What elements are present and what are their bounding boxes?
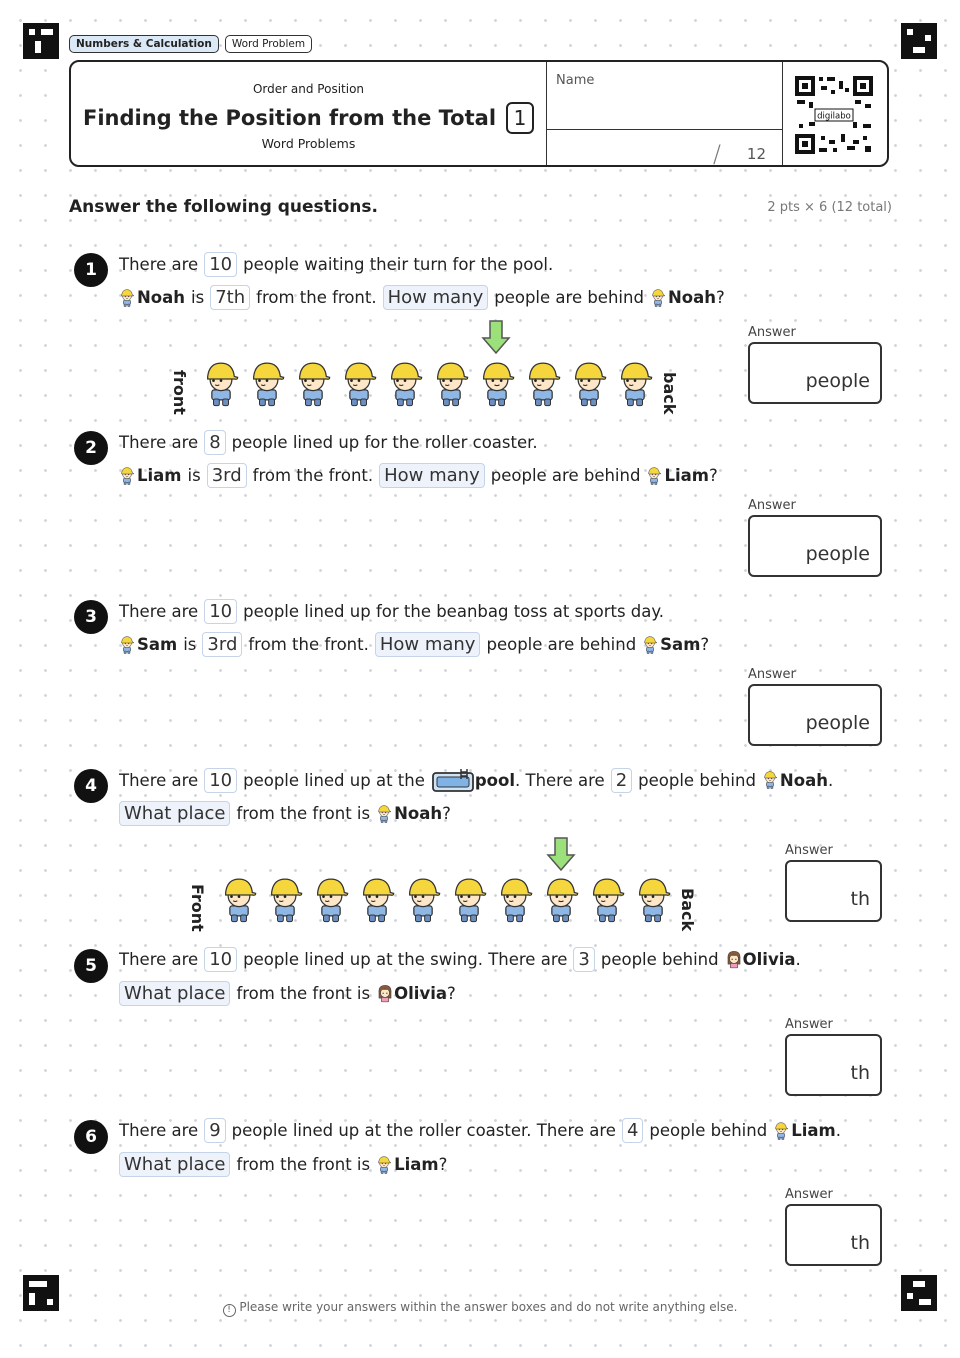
child-figure: [339, 355, 379, 417]
question-5-line-2: What place from the front is Olivia ?: [119, 981, 456, 1006]
child-figure: [615, 355, 655, 417]
name-field[interactable]: [546, 62, 783, 168]
worksheet-title: [71, 102, 546, 134]
child-figure: [587, 871, 627, 933]
position-box: 3rd: [202, 632, 242, 657]
boy-icon: [376, 1154, 392, 1176]
corner-marker-top-right: [901, 23, 937, 59]
person-sam: Sam: [642, 634, 700, 656]
queue-row-2: [219, 871, 673, 933]
answer-unit: people: [805, 712, 870, 734]
category-tags: [69, 35, 312, 53]
question-number-2: 2: [74, 431, 108, 465]
child-figure: [431, 355, 471, 417]
child-figure: [293, 355, 333, 417]
name-divider: [547, 129, 782, 130]
person-sam: Sam: [119, 634, 177, 656]
answer-box-5[interactable]: [785, 1034, 882, 1096]
person-liam: Liam: [646, 465, 709, 487]
question-number-1: 1: [74, 253, 108, 287]
total-count-box: 10: [204, 252, 237, 277]
child-figure: [201, 355, 241, 417]
child-figure: [219, 871, 259, 933]
question-keyword-box: How many: [379, 463, 485, 488]
person-olivia: Olivia: [725, 949, 796, 971]
boy-icon: [376, 803, 392, 825]
child-figure-highlighted: [477, 355, 517, 417]
child-figure: [633, 871, 673, 933]
row-1-front-label: front: [170, 370, 189, 415]
answer-unit: people: [805, 370, 870, 392]
position-box: 3rd: [207, 463, 247, 488]
total-count-box: 10: [204, 599, 237, 624]
footer-text: Please write your answers within the answer boxes and do not write anything else.: [239, 1300, 738, 1314]
total-count-box: 8: [204, 430, 225, 455]
question-2-line-1: There are 8 people lined up for the roller coaster.: [119, 432, 538, 453]
instructions: Answer the following questions.: [69, 197, 378, 217]
row-2-front-label: Front: [188, 884, 207, 932]
worksheet-subtitle-2: Word Problems: [261, 136, 356, 151]
question-keyword-box: How many: [383, 285, 489, 310]
answer-unit: th: [850, 1062, 870, 1084]
answer-label: Answer: [748, 667, 796, 682]
qr-label: digilabo: [817, 111, 851, 122]
answer-unit: people: [805, 543, 870, 565]
girl-icon: [376, 983, 392, 1005]
answer-label: Answer: [785, 1187, 833, 1202]
queue-row-1: [201, 355, 655, 417]
arrow-down-icon: [546, 837, 576, 871]
title-text: Finding the Position from the Total: [82, 106, 497, 130]
boy-icon: [762, 769, 778, 791]
child-figure: [311, 871, 351, 933]
child-figure: [569, 355, 609, 417]
answer-box-4[interactable]: [785, 860, 882, 922]
person-olivia: Olivia: [376, 983, 447, 1005]
question-3-line-1: There are 10 people lined up for the beanbag toss at sports day.: [119, 601, 665, 622]
score-slash: /: [712, 140, 721, 168]
worksheet-subtitle: Order and Position: [252, 82, 365, 96]
answer-box-1[interactable]: [748, 342, 882, 404]
boy-icon: [650, 287, 666, 309]
boy-icon: [646, 465, 662, 487]
pool-label: pool: [474, 770, 515, 790]
info-icon: !: [223, 1304, 236, 1317]
title-block: [71, 62, 546, 165]
worksheet-header: [69, 60, 889, 167]
question-1-line-2: Noah is 7th from the front. How many people are behind Noah ?: [119, 285, 725, 310]
person-noah: Noah: [376, 803, 442, 825]
girl-icon: [725, 949, 741, 971]
score-field[interactable]: [713, 140, 766, 168]
child-figure: [247, 355, 287, 417]
behind-count-box: 4: [622, 1118, 643, 1143]
question-keyword-box: What place: [119, 801, 230, 826]
question-4-line-2: What place from the front is Noah ?: [119, 801, 451, 826]
person-liam: Liam: [773, 1120, 836, 1142]
answer-box-6[interactable]: [785, 1204, 882, 1266]
question-number-4: 4: [74, 769, 108, 803]
total-count-box: 9: [204, 1118, 225, 1143]
name-label: Name: [556, 73, 595, 88]
answer-unit: th: [850, 888, 870, 910]
child-figure: [265, 871, 305, 933]
tag-type: Word Problem: [225, 35, 312, 53]
question-3-line-2: Sam is 3rd from the front. How many people are behind Sam ?: [119, 632, 709, 657]
child-figure: [403, 871, 443, 933]
answer-label: Answer: [785, 1017, 833, 1032]
boy-icon: [119, 465, 135, 487]
person-liam: Liam: [119, 465, 182, 487]
boy-icon: [119, 287, 135, 309]
pool-icon: [431, 767, 475, 793]
answer-box-3[interactable]: [748, 684, 882, 746]
score-total: 12: [746, 145, 766, 163]
answer-label: Answer: [785, 843, 833, 858]
behind-count-box: 2: [611, 768, 632, 793]
question-keyword-box: How many: [375, 632, 481, 657]
question-number-6: 6: [74, 1120, 108, 1154]
question-keyword-box: What place: [119, 981, 230, 1006]
row-1-back-label: back: [660, 372, 679, 415]
qr-code-icon: [793, 74, 875, 156]
corner-marker-top-left: [23, 23, 59, 59]
person-noah: Noah: [119, 287, 185, 309]
row-2-back-label: Back: [678, 888, 697, 932]
question-number-3: 3: [74, 600, 108, 634]
question-4-line-1: There are 10 people lined up at the pool . There are 2 people behind Noah .: [119, 767, 833, 793]
person-liam: Liam: [376, 1154, 439, 1176]
child-figure-highlighted: [541, 871, 581, 933]
question-number-5: 5: [74, 949, 108, 983]
answer-label: Answer: [748, 498, 796, 513]
total-count-box: 10: [204, 947, 237, 972]
question-2-line-2: Liam is 3rd from the front. How many people are behind Liam ?: [119, 463, 718, 488]
arrow-down-icon: [481, 320, 511, 354]
child-figure: [523, 355, 563, 417]
question-keyword-box: What place: [119, 1152, 230, 1177]
question-5-line-1: There are 10 people lined up at the swing. There are 3 people behind Olivia .: [119, 949, 801, 970]
person-noah: Noah: [762, 769, 828, 791]
behind-count-box: 3: [573, 947, 594, 972]
question-6-line-2: What place from the front is Liam ?: [119, 1152, 447, 1177]
boy-icon: [119, 634, 135, 656]
child-figure: [357, 871, 397, 933]
child-figure: [495, 871, 535, 933]
points-info: 2 pts × 6 (12 total): [767, 200, 892, 215]
child-figure: [385, 355, 425, 417]
tag-category: Numbers & Calculation: [69, 35, 219, 53]
person-noah: Noah: [650, 287, 716, 309]
question-6-line-1: There are 9 people lined up at the roller coaster. There are 4 people behind Liam .: [119, 1120, 841, 1141]
child-figure: [449, 871, 489, 933]
question-1-line-1: There are 10 people waiting their turn for the pool.: [119, 254, 554, 275]
footer-note: [0, 1300, 960, 1317]
boy-icon: [773, 1120, 789, 1142]
answer-label: Answer: [748, 325, 796, 340]
worksheet-number: 1: [506, 102, 534, 134]
total-count-box: 10: [204, 768, 237, 793]
answer-unit: th: [850, 1232, 870, 1254]
boy-icon: [642, 634, 658, 656]
answer-box-2[interactable]: [748, 515, 882, 577]
position-box: 7th: [210, 285, 250, 310]
